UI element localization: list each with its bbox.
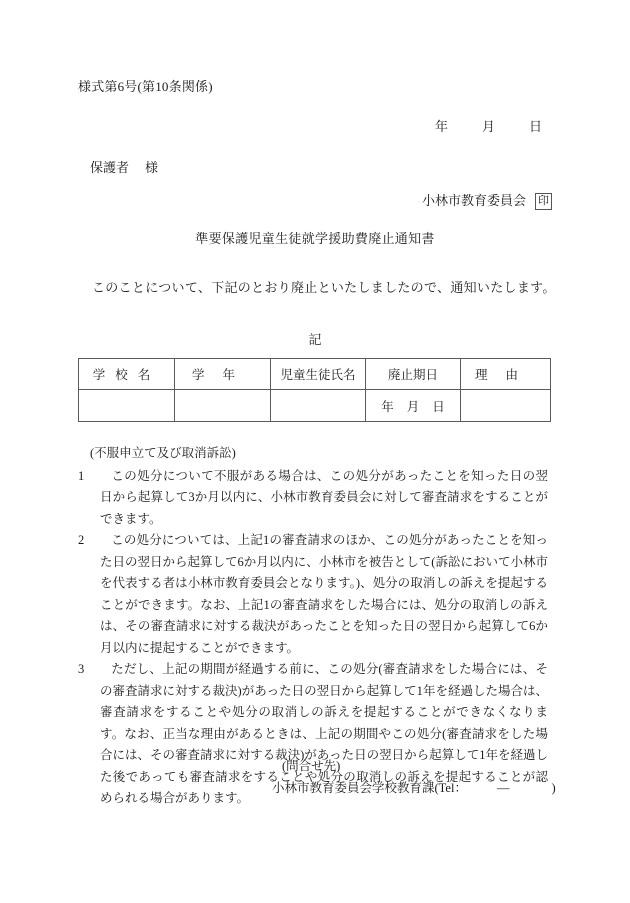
cell-student-name[interactable] [271, 390, 366, 422]
clause-number-2: 2 [78, 533, 85, 547]
form-number: 様式第6号(第10条関係) [78, 79, 213, 94]
issuer-line [0, 190, 552, 210]
issuer-name: 小林市教育委員会 [421, 193, 526, 208]
seal-stamp-icon: 印 [535, 193, 552, 210]
clause-text-3: ただし、上記の期間が経過する前に、この処分(審査請求をした場合には、その審査請求に対する裁決)があった日の翌日から起算して1年を経過した場合は、審査請求をすることや処分の取消しの訴えを提起することができなくなります。なお、正当な理由があるときは、上記の期間やこの処分(審査請求をした場合には、その審査請求に対する裁決)があった日の翌日から起算して1年を経過した後であっても審査請求をすることや処分の取消しの訴えを提起することが認められる場合があります。 [100, 662, 548, 805]
cell-abolition-date[interactable] [366, 390, 461, 422]
detail-table [78, 358, 551, 422]
contact-office-name: 小林市教育委員会学校教育課(Tel： [272, 781, 467, 795]
addressee-line [90, 157, 158, 176]
intro-paragraph: このことについて、下記のとおり廃止といたしましたので、通知いたします。 [92, 280, 556, 295]
cell-date-month: 月 [406, 399, 420, 414]
table-header-row [79, 359, 551, 390]
clause-text-1: この処分について不服がある場合は、この処分があったことを知った日の翌日から起算して3か月以内に、小林市教育委員会に対して審査請求をすることができます。 [100, 468, 548, 526]
header-grade: 学年 [175, 359, 271, 390]
contact-office-line [272, 777, 556, 799]
issue-date-line [0, 116, 552, 135]
contact-label: (問合せ先) [282, 759, 341, 773]
header-abolition-date: 廃止期日 [366, 359, 461, 390]
table-row [79, 390, 551, 422]
date-day-label: 日 [528, 119, 542, 134]
date-year-label: 年 [434, 119, 448, 134]
contact-section [272, 755, 556, 799]
ki-marker: 記 [308, 332, 322, 347]
cell-grade[interactable] [175, 390, 271, 422]
clause-number-3: 3 [78, 662, 85, 676]
clause-number-1: 1 [78, 468, 85, 483]
date-month-label: 月 [481, 119, 495, 134]
header-school-name: 学校名 [79, 359, 175, 390]
addressee-label: 保護者 [90, 160, 130, 175]
contact-paren-close: ) [551, 781, 556, 795]
clause-text-2: この処分については、上記1の審査請求のほか、この処分があったことを知った日の翌日から起算して6か月以内に、小林市を被告として(訴訟において小林市を代表する者は小林市教育委員会となります。)、処分の取消しの訴えを提起することができます。なお、上記1の審査請求をした場合には、処分の取消しの訴えは、その審査請求に対する裁決があったことを知った日の翌日から起算して6か月以内に提起することができます。 [100, 533, 548, 655]
cell-school-name[interactable] [79, 390, 175, 422]
detail-table-wrapper [78, 358, 545, 422]
cell-date-year: 年 [381, 399, 394, 414]
appeal-clause-2 [78, 530, 548, 659]
header-reason: 理由 [461, 359, 551, 390]
contact-phone-dash: ― [496, 781, 510, 795]
appeal-clause-1 [78, 466, 548, 531]
cell-reason[interactable] [461, 390, 551, 422]
appeal-heading: (不服申立て及び取消訴訟) [90, 446, 236, 460]
cell-date-day: 日 [432, 399, 445, 414]
page-title: 準要保護児童生徒就学援助費廃止通知書 [195, 231, 435, 246]
header-student-name: 児童生徒氏名 [271, 359, 366, 390]
addressee-honorific: 様 [145, 160, 159, 175]
